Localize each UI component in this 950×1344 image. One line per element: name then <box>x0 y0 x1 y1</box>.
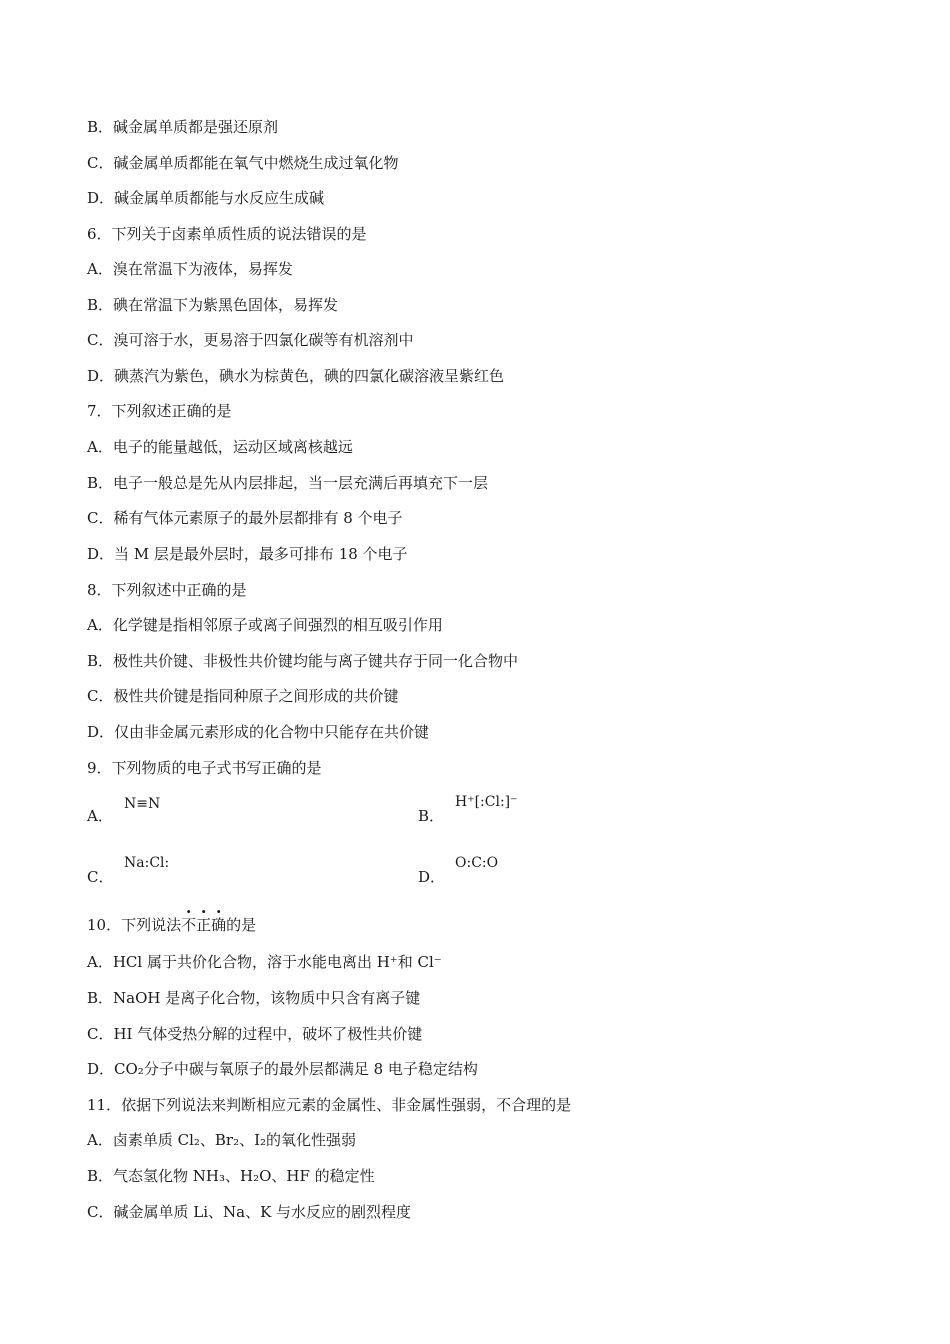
q10-stem-pre: 10．下列说法 <box>87 916 182 934</box>
option-line: A．HCl 属于共价化合物，溶于水能电离出 H⁺和 Cl⁻ <box>87 953 442 971</box>
q9-formula-a: N≡N <box>124 796 161 812</box>
option-line: A．化学键是指相邻原子或离子间强烈的相互吸引作用 <box>87 616 443 634</box>
option-line: D．CO₂分子中碳与氧原子的最外层都满足 8 电子稳定结构 <box>87 1060 478 1078</box>
option-line: C．HI 气体受热分解的过程中，破坏了极性共价键 <box>87 1025 423 1043</box>
option-line: B．电子一般总是先从内层排起，当一层充满后再填充下一层 <box>87 474 489 492</box>
q9-formula-d: O:C:O <box>455 855 499 871</box>
option-line: B．NaOH 是离子化合物，该物质中只含有离子键 <box>87 989 421 1007</box>
question-stem-11: 11．依据下列说法来判断相应元素的金属性、非金属性强弱，不合理的是 <box>87 1096 572 1114</box>
question-stem-10 <box>87 915 256 935</box>
option-line: C．稀有气体元素原子的最外层都排有 8 个电子 <box>87 509 403 527</box>
option-line: B．极性共价键、非极性共价键均能与离子键共存于同一化合物中 <box>87 652 519 670</box>
option-line: D．碘蒸汽为紫色，碘水为棕黄色，碘的四氯化碳溶液呈紫红色 <box>87 367 505 385</box>
option-line: B．气态氢化物 NH₃、H₂O、HF 的稳定性 <box>87 1167 375 1185</box>
option-line: D．仅由非金属元素形成的化合物中只能存在共价键 <box>87 723 430 741</box>
option-line: D．当 M 层是最外层时，最多可排布 18 个电子 <box>87 545 408 563</box>
option-line: C．溴可溶于水，更易溶于四氯化碳等有机溶剂中 <box>87 331 414 349</box>
option-line: A．溴在常温下为液体，易挥发 <box>87 260 293 278</box>
question-stem: 7．下列叙述正确的是 <box>87 402 232 420</box>
q9-option-d-label: D． <box>418 868 446 886</box>
option-line: C．碱金属单质都能在氧气中燃烧生成过氧化物 <box>87 154 399 172</box>
q9-option-c-label: C． <box>87 868 114 886</box>
q9-option-a-label: A． <box>87 807 113 825</box>
emphasis-char: 正 <box>196 916 212 934</box>
question-stem: 6．下列关于卤素单质性质的说法错误的是 <box>87 225 367 243</box>
option-line: D．碱金属单质都能与水反应生成碱 <box>87 189 325 207</box>
q9-formula-c: Na:Cl: <box>124 855 170 871</box>
emphasis-char: 确 <box>211 916 227 934</box>
option-line: B．碘在常温下为紫黑色固体，易挥发 <box>87 296 339 314</box>
option-line: B．碱金属单质都是强还原剂 <box>87 118 279 136</box>
q10-stem-post: 的是 <box>226 916 257 934</box>
q9-option-b-label: B． <box>418 807 445 825</box>
emphasis-char: 不 <box>181 916 197 934</box>
question-stem: 8．下列叙述中正确的是 <box>87 581 247 599</box>
option-line: A．卤素单质 Cl₂、Br₂、I₂的氧化性强弱 <box>87 1131 357 1149</box>
option-line: C．极性共价键是指同种原子之间形成的共价键 <box>87 687 399 705</box>
option-line: A．电子的能量越低，运动区域离核越远 <box>87 438 353 456</box>
question-stem: 9．下列物质的电子式书写正确的是 <box>87 759 322 777</box>
q9-formula-b: H⁺[:Cl:]⁻ <box>455 794 518 810</box>
option-line: C．碱金属单质 Li、Na、K 与水反应的剧烈程度 <box>87 1203 412 1221</box>
